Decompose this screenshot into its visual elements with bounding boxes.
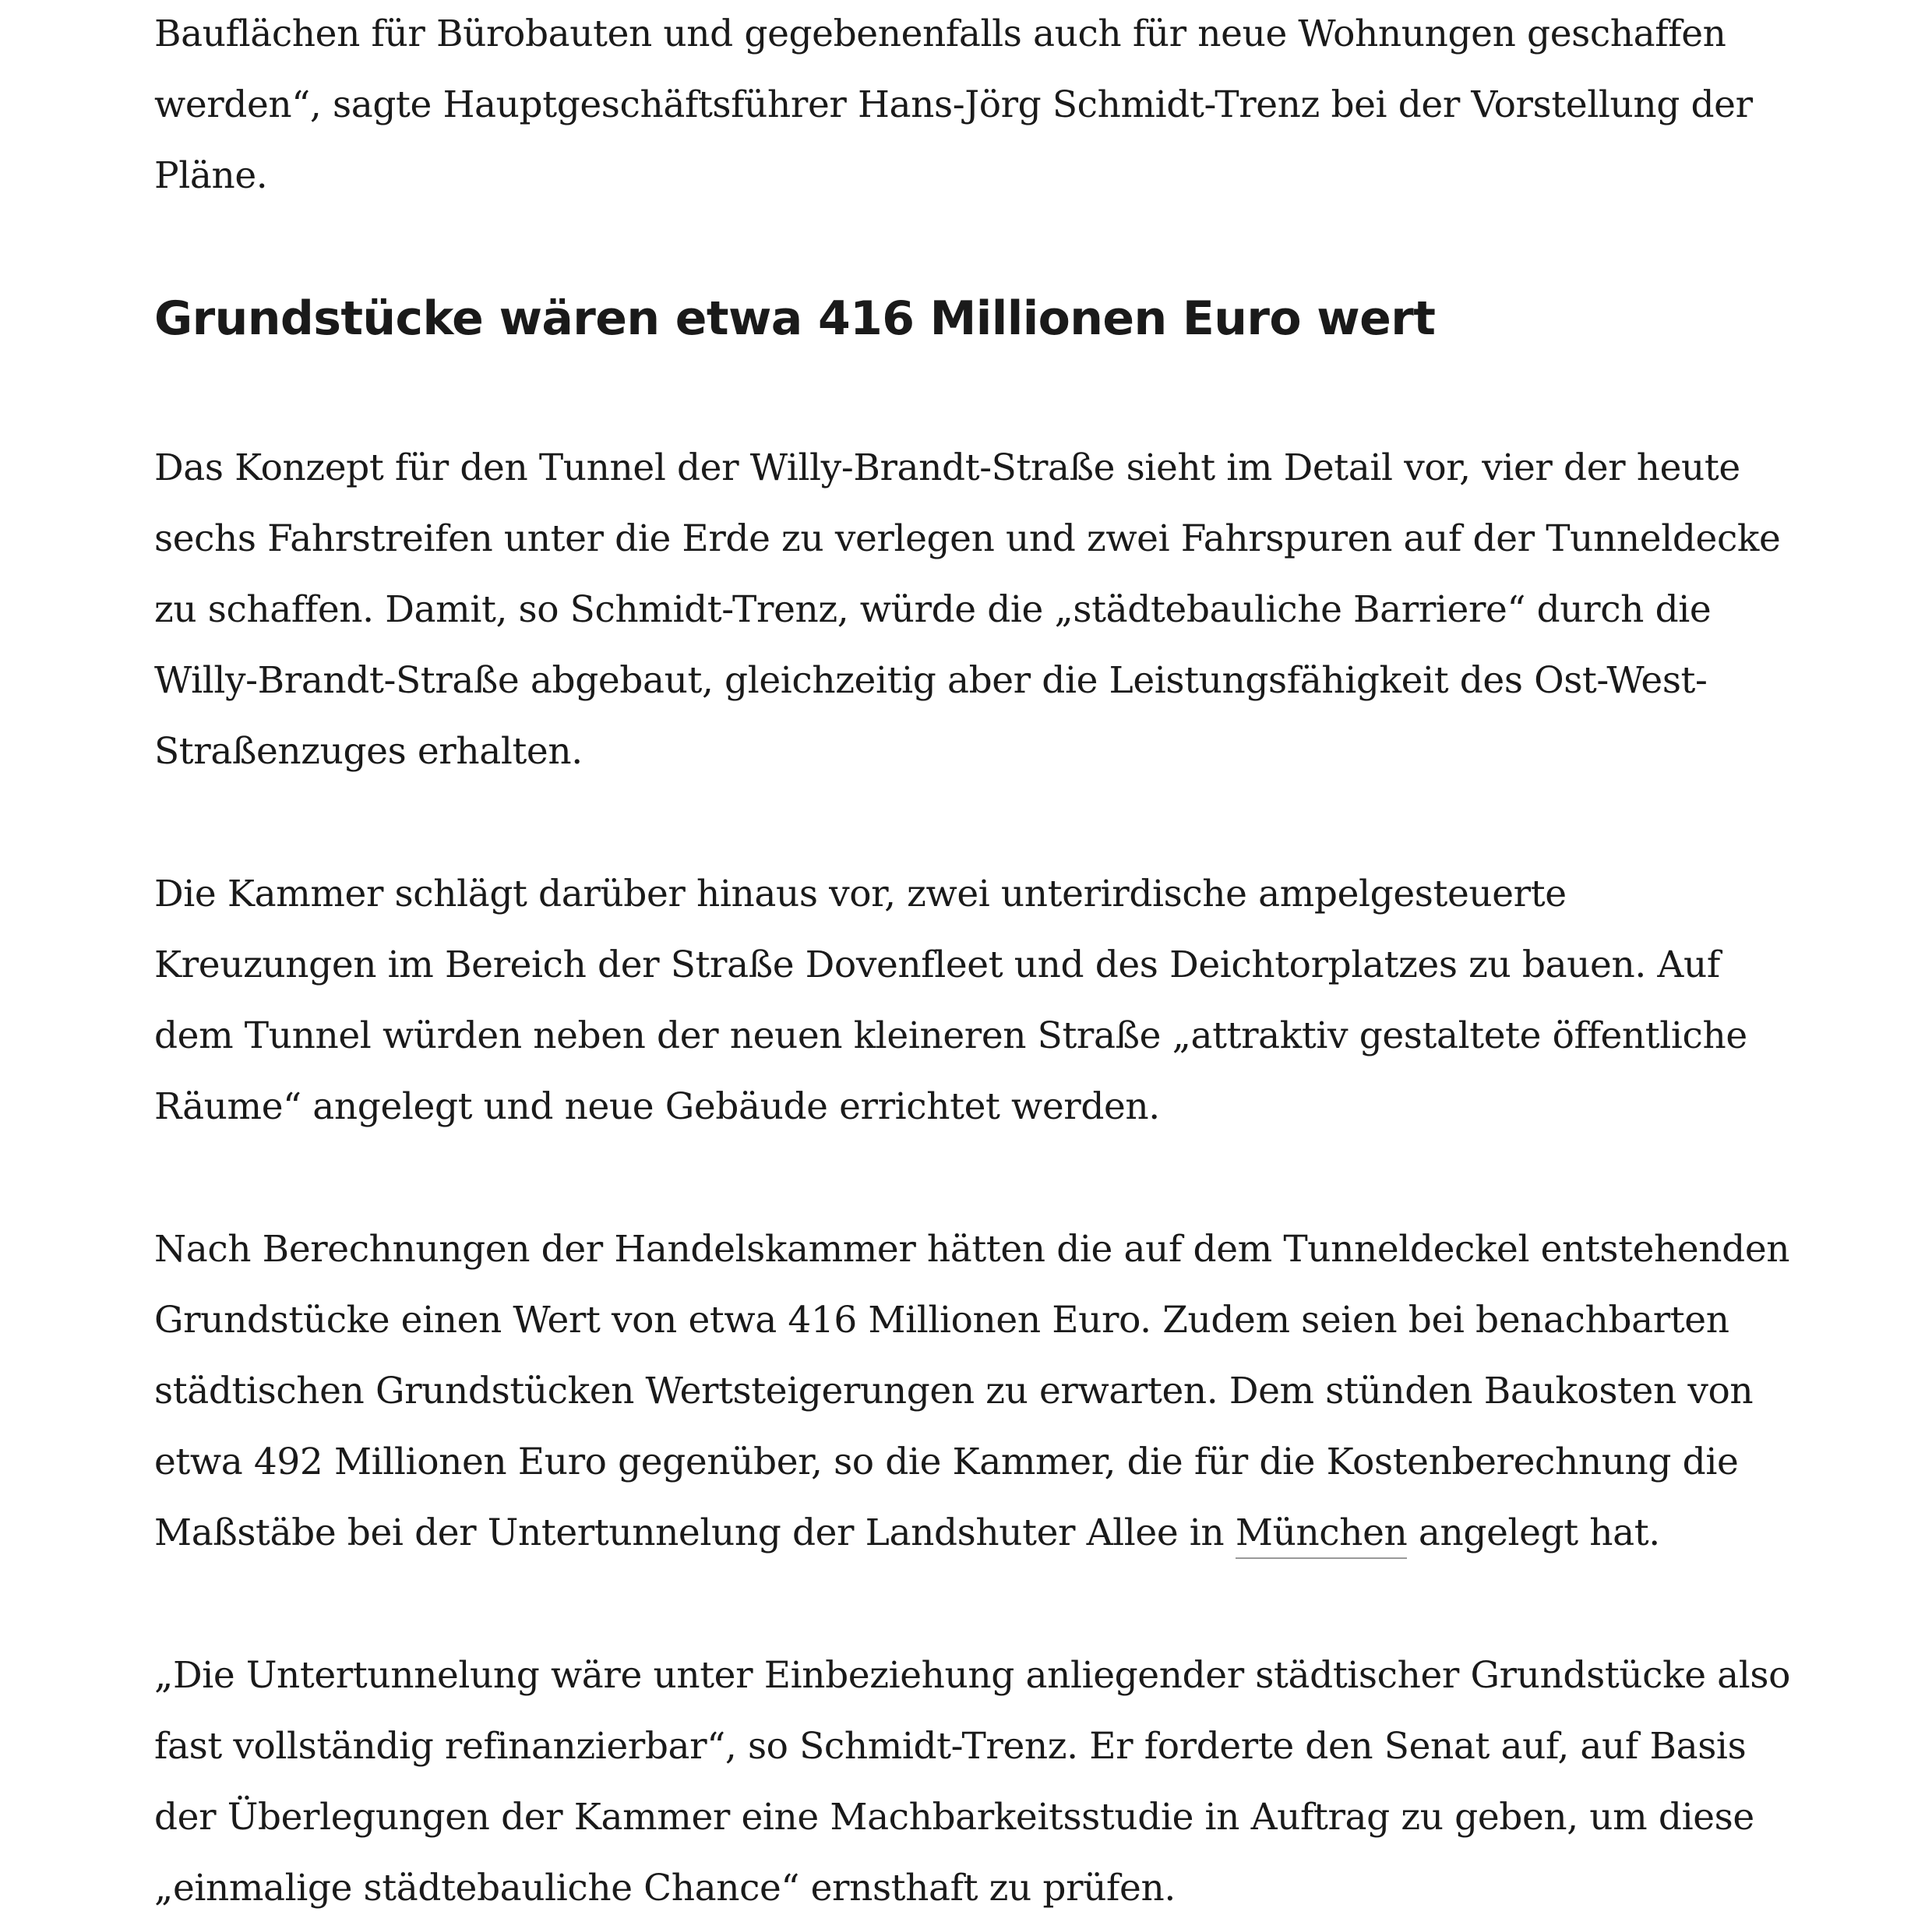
article-subheading: Grundstücke wären etwa 416 Millionen Euro wert [154,291,1436,346]
spacer [154,211,1798,287]
paragraph-costs-text: Nach Berechnungen der Handelskammer hätten die auf dem Tunneldeckel entstehenden Grundstücke einen Wert von etwa 416 Millionen Euro. Zudem seien bei benachbarten städtischen Grundstücken Wertsteigerungen zu erwarten. Dem stünden Baukosten von etwa 492 Millionen Euro gegenüber, so die Kammer, die für die Kostenberechnung die Maßstäbe bei der Untertunnelung der Landshuter Allee in [154,1228,1790,1554]
spacer [154,1568,1798,1640]
link-muenchen[interactable]: München [1236,1511,1408,1559]
spacer [154,350,1798,432]
paragraph-costs-text-end: angelegt hat. [1407,1511,1660,1554]
spacer [154,787,1798,859]
intro-paragraph: Bauflächen für Bürobauten und gegebenenfalls auch für neue Wohnungen geschaffen werden“, sagte Hauptgeschäftsführer Hans-Jörg Schmidt-Trenz bei der Vorstellung der Pläne. [154,12,1753,197]
paragraph-crossings: Die Kammer schlägt darüber hinaus vor, zwei unterirdische ampelgesteuerte Kreuzungen im Bereich der Straße Dovenfleet und des Deichtorplatzes zu bauen. Auf dem Tunnel würden neben der neuen kleineren Straße „attraktiv gestaltete öffentliche Räume“ angelegt und neue Gebäude errichtet werden. [154,873,1747,1128]
paragraph-costs [154,1214,1798,1568]
article-body [154,0,1798,1924]
paragraph-tunnel-concept: Das Konzept für den Tunnel der Willy-Brandt-Straße sieht im Detail vor, vier der heute sechs Fahrstreifen unter die Erde zu verlegen und zwei Fahrspuren auf der Tunneldecke zu schaffen. Damit, so Schmidt-Trenz, würde die „städtebauliche Barriere“ durch die Willy-Brandt-Straße abgebaut, gleichzeitig aber die Leistungsfähigkeit des Ost-West-Straßenzuges erhalten. [154,446,1781,773]
spacer [154,1142,1798,1214]
paragraph-refinancing: „Die Untertunnelung wäre unter Einbeziehung anliegender städtischer Grundstücke also fast vollständig refinanzierbar“, so Schmidt-Trenz. Er forderte den Senat auf, auf Basis der Überlegungen der Kammer eine Machbarkeitsstudie in Auftrag zu geben, um diese „einmalige städtebauliche Chance“ ernsthaft zu prüfen. [154,1654,1791,1910]
